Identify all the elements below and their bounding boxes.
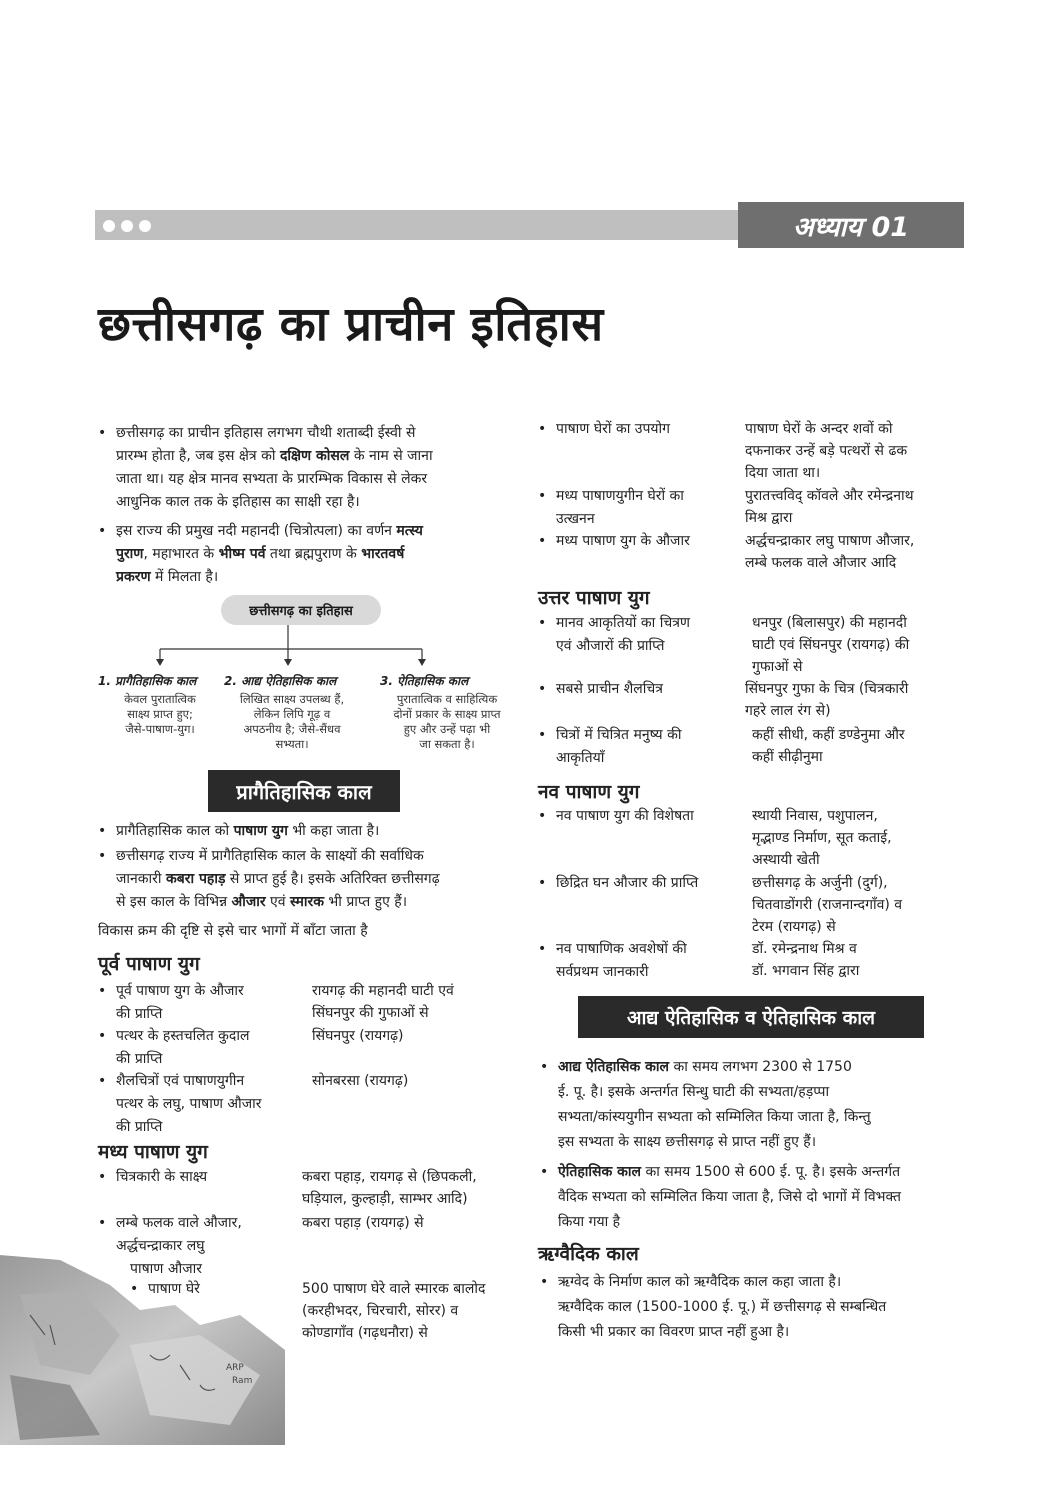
division-text: विकास क्रम की दृष्टि से इसे चार भागों में बाँटा जाता है bbox=[98, 923, 368, 939]
table-value: कहीं सीधी, कहीं डण्डेनुमा और कहीं सीढ़ीनुमा bbox=[752, 727, 905, 765]
flow-item-desc: पुरातात्विक व साहित्यिक दोनों प्रकार के साक्ष्य प्राप्त हुए और उन्हें पढ़ा भी जा सकता है। bbox=[393, 692, 501, 751]
bullet-icon: • bbox=[540, 1274, 549, 1290]
purva-key: • पूर्व पाषाण युग के औजार की प्राप्ति bbox=[98, 980, 298, 1026]
page-title: छत्तीसगढ़ का प्राचीन इतिहास bbox=[98, 297, 604, 352]
intro-bullet-2: • इस राज्य की प्रमुख नदी महानदी (चित्रोत्पला) का वर्णन मत्स्य पुराण, महाभारत के भीष्म पर्व तथा ब्रह्मपुराण के भारतवर्ष प्रकरण में मिलता है। bbox=[98, 520, 528, 589]
dot-icon bbox=[139, 220, 151, 232]
bullet-icon: • bbox=[130, 1281, 139, 1297]
table-key: • चित्रों में चित्रित मनुष्य की आकृतियाँ bbox=[538, 724, 738, 770]
purva-value: सिंघनपुर (रायगढ़) bbox=[312, 1028, 404, 1044]
section-box-historic: आद्य ऐतिहासिक व ऐतिहासिक काल bbox=[578, 996, 924, 1038]
intro-bullet-1: • छत्तीसगढ़ का प्राचीन इतिहास लगभग चौथी शताब्दी ईस्वी से प्रारम्भ होता है, जब इस क्षेत्र को दक्षिण कोसल के नाम से जाना जाता था। यह क्षेत्र मानव सभ्यता के प्रारम्भिक विकास से लेकर आधुनिक काल तक के इतिहास का साक्षी रहा है। bbox=[98, 422, 528, 514]
table-value: छत्तीसगढ़ के अर्जुनी (दुर्ग), चितवाडोंगरी (राजनान्दगाँव) व टेरम (रायगढ़) से bbox=[752, 875, 903, 935]
historic-bullet-1: • आद्य ऐतिहासिक काल का समय लगभग 2300 से 1750 ई. पू. है। इसके अन्तर्गत सिन्धु घाटी की सभ्यता/हड़प्पा सभ्यता/कांस्ययुगीन सभ्यता को सम्मिलित किया जाता है, किन्तु इस सभ्यता के साक्ष्य छत्तीसगढ़ से प्राप्त नहीं हुए हैं। bbox=[540, 1055, 970, 1155]
bullet-icon: • bbox=[538, 421, 547, 437]
flow-item-title: 3. ऐतिहासिक काल bbox=[380, 674, 469, 688]
table-value: पाषाण घेरों के अन्दर शवों को दफनाकर उन्हें बड़े पत्थरों से ढक दिया जाता था। bbox=[745, 421, 908, 481]
heading-rigvedic: ऋग्वैदिक काल bbox=[538, 1243, 639, 1265]
madhya-key: • चित्रकारी के साक्ष्य bbox=[98, 1166, 298, 1189]
bullet-icon: • bbox=[538, 533, 547, 549]
flow-connector bbox=[150, 625, 440, 667]
flow-root-box: छत्तीसगढ़ का इतिहास bbox=[221, 595, 381, 625]
bullet-icon: • bbox=[98, 1028, 107, 1044]
table-value: स्थायी निवास, पशुपालन, मृद्भाण्ड निर्माण, सूत कताई, अस्थायी खेती bbox=[752, 808, 892, 868]
flow-item-desc: केवल पुरातात्विक साक्ष्य प्राप्त हुए; जैसे-पाषाण-युग। bbox=[124, 692, 196, 736]
table-key: • मध्य पाषाणयुगीन घेरों का उत्खनन bbox=[538, 485, 728, 531]
table-value: डॉ. रमेन्द्रनाथ मिश्र व डॉ. भगवान सिंह द्वारा bbox=[752, 941, 860, 979]
table-key: • मध्य पाषाण युग के औजार bbox=[538, 530, 728, 553]
purva-key: • शैलचित्रों एवं पाषाणयुगीन पत्थर के लघु, पाषाण औजार की प्राप्ति bbox=[98, 1070, 298, 1139]
rock-painting-photo bbox=[0, 1255, 285, 1445]
header-band bbox=[95, 210, 740, 240]
prehist-bullet-2: • छत्तीसगढ़ राज्य में प्रागैतिहासिक काल के साक्ष्यों की सर्वाधिक जानकारी कबरा पहाड़ से प्राप्त हुई है। इसके अतिरिक्त छत्तीसगढ़ से इस काल के विभिन्न औजार एवं स्मारक भी प्राप्त हुए हैं। bbox=[98, 845, 528, 914]
bullet-icon: • bbox=[98, 848, 107, 864]
heading-madhya: मध्य पाषाण युग bbox=[98, 1141, 208, 1163]
dot-icon bbox=[121, 220, 133, 232]
bullet-icon: • bbox=[538, 941, 547, 957]
table-key: • सबसे प्राचीन शैलचित्र bbox=[538, 678, 738, 701]
heading-purva: पूर्व पाषाण युग bbox=[98, 953, 200, 975]
table-value: अर्द्धचन्द्राकार लघु पाषाण औजार, लम्बे फलक वाले औजार आदि bbox=[745, 533, 915, 571]
photo-mark: Ram bbox=[232, 1376, 253, 1386]
table-key: • नव पाषाणिक अवशेषों की सर्वप्रथम जानकारी bbox=[538, 938, 738, 984]
purva-value: रायगढ़ की महानदी घाटी एवं सिंघनपुर की गुफाओं से bbox=[312, 983, 454, 1021]
bullet-icon: • bbox=[538, 875, 547, 891]
heading-uttar: उत्तर पाषाण युग bbox=[538, 587, 650, 609]
bullet-icon: • bbox=[540, 1164, 549, 1180]
madhya-value: 500 पाषाण घेरे वाले स्मारक बालोद (करहीभदर, चिरचारी, सोरर) व कोण्डागाँव (गढ़धनौरा) से bbox=[302, 1281, 486, 1341]
bullet-icon: • bbox=[98, 425, 107, 441]
bullet-icon: • bbox=[538, 727, 547, 743]
table-value: धनपुर (बिलासपुर) की महानदी घाटी एवं सिंघनपुर (रायगढ़) की गुफाओं से bbox=[752, 615, 910, 675]
chapter-label: अध्याय 01 bbox=[738, 202, 964, 248]
bullet-icon: • bbox=[98, 1215, 107, 1231]
bullet-icon: • bbox=[98, 523, 107, 539]
flow-item-title: 1. प्रागैतिहासिक काल bbox=[98, 674, 197, 688]
bullet-icon: • bbox=[98, 823, 107, 839]
bullet-icon: • bbox=[98, 1073, 107, 1089]
table-key: • नव पाषाण युग की विशेषता bbox=[538, 805, 738, 828]
historic-bullet-2: • ऐतिहासिक काल का समय 1500 से 600 ई. पू. है। इसके अन्तर्गत वैदिक सभ्यता को सम्मिलित किया जाता है, जिसे दो भागों में विभक्त किया गया है bbox=[540, 1160, 970, 1235]
bullet-icon: • bbox=[540, 1059, 549, 1075]
flow-item-title: 2. आद्य ऐतिहासिक काल bbox=[224, 674, 337, 688]
purva-key: • पत्थर के हस्तचलित कुदाल की प्राप्ति bbox=[98, 1025, 298, 1071]
bullet-icon: • bbox=[538, 808, 547, 824]
purva-value: सोनबरसा (रायगढ़) bbox=[312, 1073, 409, 1089]
table-key: • मानव आकृतियों का चित्रण एवं औजारों की प्राप्ति bbox=[538, 612, 738, 658]
table-key: • पाषाण घेरों का उपयोग bbox=[538, 418, 728, 441]
madhya-key: • लम्बे फलक वाले औजार, अर्द्धचन्द्राकार लघु पाषाण औजार bbox=[98, 1212, 298, 1281]
madhya-key: • पाषाण घेरे bbox=[130, 1278, 280, 1301]
bullet-icon: • bbox=[538, 681, 547, 697]
bullet-icon: • bbox=[538, 488, 547, 504]
table-key: • छिद्रित घन औजार की प्राप्ति bbox=[538, 872, 748, 895]
photo-mark: ARP bbox=[226, 1363, 244, 1373]
bullet-icon: • bbox=[98, 983, 107, 999]
madhya-value: कबरा पहाड़, रायगढ़ से (छिपकली, घड़ियाल, कुल्हाड़ी, साम्भर आदि) bbox=[302, 1169, 477, 1207]
table-value: सिंघनपुर गुफा के चित्र (चित्रकारी गहरे लाल रंग से) bbox=[745, 681, 909, 719]
table-value: पुरातत्त्वविद् कॉवले और रमेन्द्रनाथ मिश्र द्वारा bbox=[745, 488, 914, 526]
bullet-icon: • bbox=[538, 615, 547, 631]
bullet-icon: • bbox=[98, 1169, 107, 1185]
heading-nav: नव पाषाण युग bbox=[538, 781, 640, 803]
rigvedic-bullet: • ऋग्वेद के निर्माण काल को ऋग्वैदिक काल कहा जाता है। ऋग्वैदिक काल (1500-1000 ई. पू.) में छत्तीसगढ़ से सम्बन्धित किसी भी प्रकार का विवरण प्राप्त नहीं हुआ है। bbox=[540, 1270, 970, 1345]
section-box-prehistoric: प्रागैतिहासिक काल bbox=[208, 770, 400, 812]
flow-item-desc: लिखित साक्ष्य उपलब्ध हैं, लेकिन लिपि गूढ़ व अपठनीय है; जैसे-सैंधव सभ्यता। bbox=[239, 692, 345, 751]
madhya-value: कबरा पहाड़ (रायगढ़) से bbox=[302, 1215, 424, 1231]
prehist-bullet-1: • प्रागैतिहासिक काल को पाषाण युग भी कहा जाता है। bbox=[98, 820, 528, 843]
dot-icon bbox=[103, 220, 115, 232]
